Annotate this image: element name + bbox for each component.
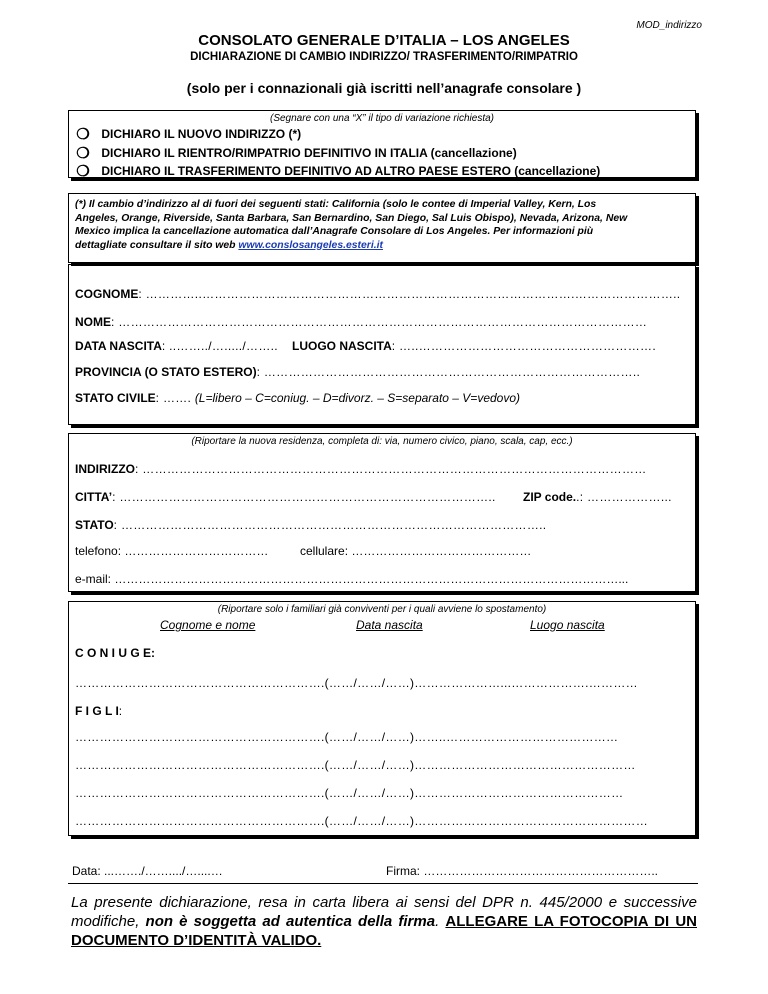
state-field[interactable] <box>75 518 546 532</box>
note-line: Mexico implica la cancellazione automatica dall’Anagrafe Consolare di Los Angeles. Per informazioni più <box>75 226 594 237</box>
residence-instruction: (Riportare la nuova residenza, completa di: via, numero civico, piano, scala, cap, ecc.) <box>191 436 573 447</box>
consulate-website-link[interactable]: www.conslosangeles.esteri.it <box>238 239 383 251</box>
child-row[interactable]: …………………………………………………….(……/……/……)……..…………………………………… <box>75 730 619 744</box>
address-dots: : …………………………………………………………………………………………………………… <box>135 462 647 476</box>
birthdate-label: DATA NASCITA <box>75 339 162 353</box>
birthplace-label: LUOGO NASCITA <box>292 339 392 353</box>
birthplace-field[interactable] <box>292 339 656 353</box>
province-label: PROVINCIA (O STATO ESTERO) <box>75 365 257 379</box>
surname-field[interactable] <box>75 287 680 301</box>
civil-status-label: STATO CIVILE <box>75 391 156 405</box>
civil-status-dots: : ……. <box>155 391 195 405</box>
variation-option-transfer-abroad[interactable] <box>76 164 600 179</box>
surname-dots: : …………..……………………………………………………………………………….…………………….. <box>138 287 681 301</box>
declaration-no-authentication: non è soggetta ad autentica della firma <box>145 913 436 930</box>
declaration-part2: . <box>435 913 446 930</box>
note-line-prefix: dettagliate consultare il sito web <box>75 239 239 251</box>
state-label: STATO <box>75 518 114 532</box>
state-dots: : ………………………………………………………………………………………….. <box>113 518 547 532</box>
city-dots: : ……………………………………………………………………………….. <box>112 490 496 504</box>
name-label: NOME <box>75 315 111 329</box>
variation-option-new-address[interactable] <box>76 127 301 142</box>
zip-field[interactable] <box>523 490 672 504</box>
declaration-attach-id: ALLEGARE LA FOTOCOPIA DI UN DOCUMENTO D’IDENTITÀ VALIDO. <box>71 913 697 949</box>
children-label-text: F I G L I <box>75 704 119 718</box>
children-label-suffix: : <box>118 704 123 718</box>
birthdate-dots: : ..……../…...../…….. <box>161 339 278 353</box>
note-line: Angeles, Orange, Riverside, Santa Barbara, San Bernardino, San Diego, Sal Luis Obispo), Nevada, Arizona, New <box>75 212 628 224</box>
child-row[interactable]: …………………………………………………….(……/……/……)…………………………………………… <box>75 786 624 800</box>
province-dots: : ……………………………………………………………………………….. <box>256 365 641 379</box>
variation-option-repatriation[interactable] <box>76 146 517 161</box>
variation-instruction: (Segnare con una “X” il tipo di variazione richiesta) <box>270 113 494 124</box>
province-field[interactable] <box>75 365 640 379</box>
birthdate-field[interactable] <box>75 339 278 353</box>
name-field[interactable] <box>75 315 647 329</box>
city-field[interactable] <box>75 490 496 504</box>
option-label: DICHIARO IL TRASFERIMENTO DEFINITIVO AD ALTRO PAESE ESTERO (cancellazione) <box>101 164 601 178</box>
spouse-label: C O N I U G E: <box>75 646 156 660</box>
column-birthplace-header: Luogo nascita <box>530 618 605 632</box>
personal-data-section <box>68 264 696 425</box>
civil-status-field[interactable] <box>75 391 520 405</box>
child-row[interactable]: …………………………………………………….(……/……/……)……………………………………………… <box>75 758 636 772</box>
radio-circle-icon: ❍ <box>76 126 90 143</box>
city-label: CITTA’ <box>75 490 113 504</box>
address-label: INDIRIZZO <box>75 462 135 476</box>
signature-field[interactable]: Firma: ………………………………………………….. <box>386 864 658 878</box>
zip-label: ZIP code. <box>523 490 577 504</box>
family-section <box>68 601 696 836</box>
name-dots: : ………………………………………………………………………………………………………………… <box>111 315 648 329</box>
option-label: DICHIARO IL RIENTRO/RIMPATRIO DEFINITIVO IN ITALIA (cancellazione) <box>101 146 517 160</box>
form-scope: (solo per i connazionali già iscritti nell’anagrafe consolare ) <box>186 80 582 96</box>
email-field[interactable]: e-mail: ………………………………………………………………………………………………………………... <box>75 572 629 586</box>
consulate-title: CONSOLATO GENERALE D’ITALIA – LOS ANGELES <box>198 32 570 49</box>
note-line: (*) Il cambio d’indirizzo al di fuori dei seguenti stati: California (solo le contee di Imperial Valley, Kern, Los <box>75 199 597 210</box>
note-section <box>68 193 696 263</box>
column-name-header: Cognome e nome <box>160 618 256 632</box>
radio-circle-icon: ❍ <box>76 163 90 180</box>
option-label: DICHIARO IL NUOVO INDIRIZZO (*) <box>101 127 302 141</box>
note-line <box>75 239 689 253</box>
residence-section <box>68 433 696 592</box>
spouse-row[interactable]: …………………………………………………….(……/……/……)…………………...……………….………… <box>75 676 638 690</box>
address-field[interactable] <box>75 462 647 476</box>
civil-status-legend: (L=libero – C=coniug. – D=divorz. – S=separato – V=vedovo) <box>194 391 521 405</box>
children-label <box>75 704 122 718</box>
phone-field[interactable]: telefono: ……………………………… <box>75 544 269 558</box>
date-field[interactable]: Data: ...……./……..../…....… <box>72 864 223 878</box>
zip-dots: .: ………………... <box>576 490 672 504</box>
radio-circle-icon: ❍ <box>76 145 90 162</box>
note-text <box>75 198 689 252</box>
family-instruction: (Riportare solo i familiari già conviventi per i quali avviene lo spostamento) <box>217 604 547 615</box>
document-code: MOD_indirizzo <box>636 20 702 31</box>
column-birthdate-header: Data nascita <box>356 618 423 632</box>
declaration-part1: La presente dichiarazione, resa in carta libera ai sensi del DPR n. 445/2000 e successive modifiche, <box>71 894 697 930</box>
birthplace-dots: : …..…………………………………………………. <box>391 339 656 353</box>
surname-label: COGNOME <box>75 287 139 301</box>
mobile-field[interactable]: cellulare: ……………………………………… <box>300 544 532 558</box>
footer-divider <box>68 883 698 884</box>
form-subtitle: DICHIARAZIONE DI CAMBIO INDIRIZZO/ TRASFERIMENTO/RIMPATRIO <box>190 51 578 63</box>
child-row[interactable]: …………………………………………………….(……/……/……)………………………………………………… <box>75 814 648 828</box>
declaration-text <box>71 893 697 950</box>
